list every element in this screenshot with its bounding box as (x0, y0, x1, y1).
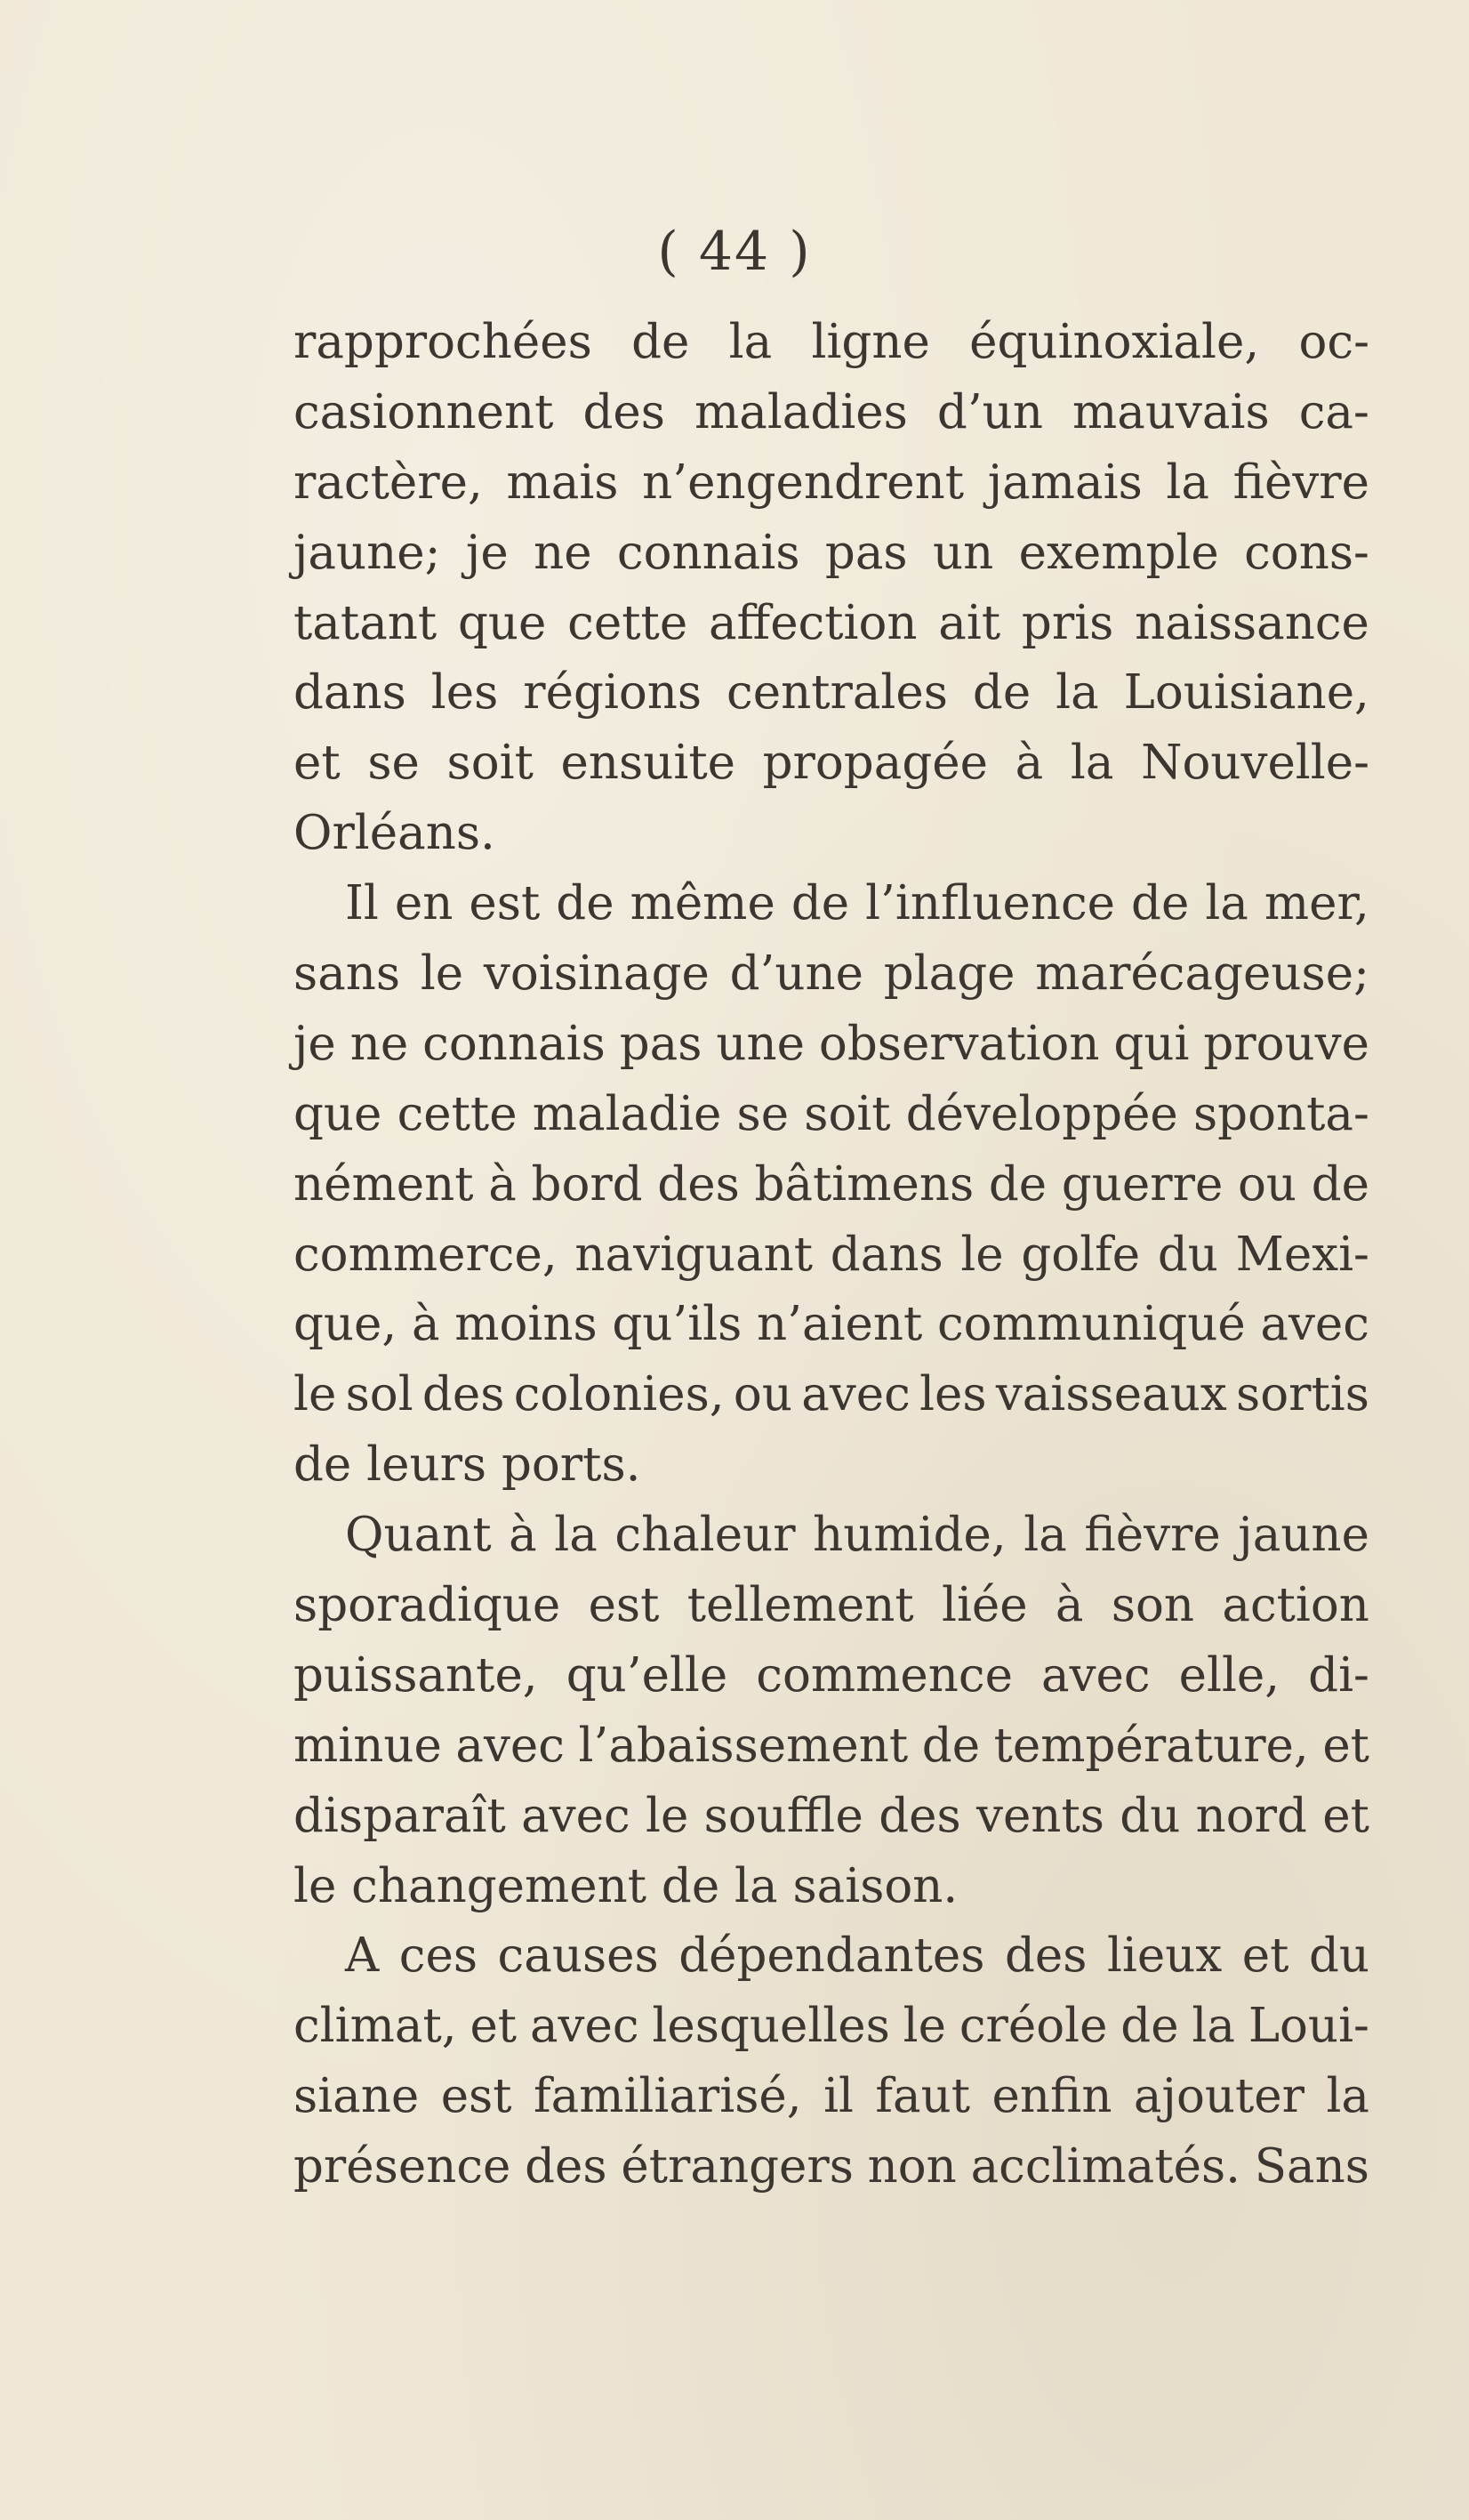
text-line: dans les régions centrales de la Louisiane, (293, 665, 1369, 721)
paragraph (293, 868, 1369, 1500)
text-line: Quant à la chaleur humide, la fièvre jaune (345, 1508, 1369, 1563)
text-line: rapprochées de la ligne équinoxiale, oc- (293, 314, 1369, 369)
text-line: Il en est de même de l’influence de la mer, (345, 876, 1369, 931)
text-line: et se soit ensuite propagée à la Nouvelle- (293, 736, 1369, 791)
body-text (293, 307, 1369, 2202)
paragraph (293, 1500, 1369, 1920)
text-line: disparaît avec le souffle des vents du nord et (293, 1788, 1369, 1843)
text-line: sporadique est tellement liée à son action (293, 1577, 1369, 1632)
text-line: je ne connais pas une observation qui prouve (293, 1016, 1369, 1071)
text-line: A ces causes dépendantes des lieux et du (345, 1928, 1369, 1984)
text-line: le sol des colonies, ou avec les vaisseaux sortis (293, 1367, 1369, 1422)
text-line: siane est familiarisé, il faut enfin ajouter la (293, 2069, 1369, 2124)
text-line: le changement de la saison. (293, 1858, 959, 1913)
text-line: que, à moins qu’ils n’aient communiqué avec (293, 1297, 1369, 1352)
text-line: présence des étrangers non acclimatés. Sans (293, 2139, 1369, 2194)
text-line: climat, et avec lesquelles le créole de la Loui- (293, 1999, 1369, 2054)
page-number: ( 44 ) (657, 221, 812, 283)
text-line: Orléans. (293, 806, 495, 861)
text-line: commerce, naviguant dans le golfe du Mexi- (293, 1227, 1369, 1282)
text-line: tatant que cette affection ait pris naissance (293, 595, 1369, 650)
text-line: casionnent des maladies d’un mauvais ca- (293, 384, 1369, 439)
text-line: puissante, qu’elle commence avec elle, di- (293, 1647, 1369, 1703)
text-line: ractère, mais n’engendrent jamais la fièvre (293, 455, 1369, 510)
paragraph (293, 307, 1369, 868)
text-line: sans le voisinage d’une plage marécageuse; (293, 946, 1369, 1001)
paragraph (293, 1920, 1369, 2202)
text-line: de leurs ports. (293, 1437, 641, 1493)
text-line: jaune; je ne connais pas un exemple cons- (293, 525, 1369, 580)
text-line: que cette maladie se soit développée sponta- (293, 1086, 1369, 1141)
text-line: nément à bord des bâtimens de guerre ou de (293, 1156, 1369, 1212)
text-line: minue avec l’abaissement de température, et (293, 1718, 1369, 1773)
